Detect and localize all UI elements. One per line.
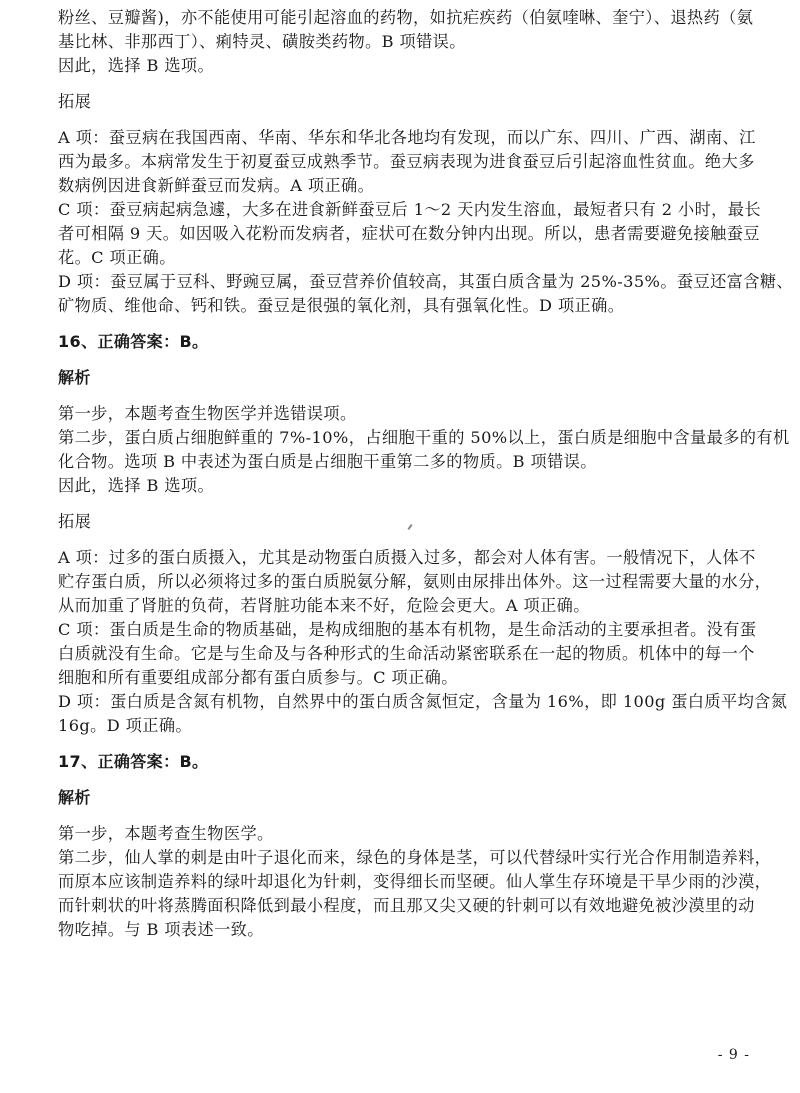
step-two-line: 而针刺状的叶将蒸腾面积降低到最小程度，而且那又尖又硬的针刺可以有效地避免被沙漠里的动 [58, 896, 755, 915]
option-d-line: D 项：蛋白质是含氮有机物，自然界中的蛋白质含氮恒定，含量为 16%，即 100g 蛋白质平均含氮 [58, 692, 788, 711]
step-two-line: 化合物。选项 B 中表述为蛋白质是占细胞干重第二多的物质。B 项错误。 [58, 452, 597, 471]
step-two-line: 而原本应该制造养料的绿叶却退化为针刺，变得细长而坚硬。仙人掌生存环境是干旱少雨的沙漠， [58, 872, 772, 891]
step-two-line: 第二步，蛋白质占细胞鲜重的 7%-10%，占细胞干重的 50%以上，蛋白质是细胞中含量最多的有机 [58, 428, 790, 447]
extend-heading: 拓展 [58, 512, 92, 531]
option-c-line: 细胞和所有重要组成部分都有蛋白质参与。C 项正确。 [58, 668, 458, 687]
extend-heading: 拓展 [58, 92, 92, 111]
option-c-line: 白质就没有生命。它是与生命及与各种形式的生命活动紧密联系在一起的物质。机体中的每一个 [58, 644, 755, 663]
option-a-line: A 项：蚕豆病在我国西南、华南、华东和华北各地均有发现，而以广东、四川、广西、湖南、江 [58, 128, 756, 147]
document-page [58, 6, 794, 942]
page-number: - 9 - [717, 1047, 750, 1063]
option-c-line: 者可相隔 9 天。如因吸入花粉而发病者，症状可在数分钟内出现。所以，患者需要避免接触蚕豆 [58, 224, 760, 243]
option-a-line: 从而加重了肾脏的负荷，若肾脏功能本来不好，危险会更大。A 项正确。 [58, 596, 590, 615]
step-one: 第一步，本题考查生物医学。 [58, 824, 274, 843]
conclusion: 因此，选择 B 选项。 [58, 56, 215, 75]
option-d-line: D 项：蚕豆属于豆科、野豌豆属，蚕豆营养价值较高，其蛋白质含量为 25%-35%。蚕豆还富含糖、 [58, 272, 794, 291]
option-c-line: 花。C 项正确。 [58, 248, 176, 267]
analysis-heading: 解析 [58, 788, 91, 807]
conclusion: 因此，选择 B 选项。 [58, 476, 215, 495]
step-two-line: 物吃掉。与 B 项表述一致。 [58, 920, 264, 939]
option-c-line: C 项：蚕豆病起病急遽，大多在进食新鲜蚕豆后 1～2 天内发生溶血，最短者只有 2 小时，最长 [58, 200, 761, 219]
text-line: 基比林、非那西丁）、痢特灵、磺胺类药物。B 项错误。 [58, 32, 466, 51]
analysis-heading: 解析 [58, 368, 91, 387]
option-c-line: C 项：蛋白质是生命的物质基础，是构成细胞的基本有机物，是生命活动的主要承担者。没有蛋 [58, 620, 757, 639]
step-two-line: 第二步，仙人掌的刺是由叶子退化而来，绿色的身体是茎，可以代替绿叶实行光合作用制造养料， [58, 848, 772, 867]
answer-heading: 17、正确答案：B。 [58, 752, 209, 771]
option-a-line: 西为最多。本病常发生于初夏蚕豆成熟季节。蚕豆病表现为进食蚕豆后引起溶血性贫血。绝大多 [58, 152, 755, 171]
option-d-line: 16g。D 项正确。 [58, 716, 193, 735]
option-d-line: 矿物质、维他命、钙和铁。蚕豆是很强的氧化剂，具有强氧化性。D 项正确。 [58, 296, 625, 315]
answer-heading: 16、正确答案：B。 [58, 332, 209, 351]
option-a-line: 贮存蛋白质，所以必须将过多的蛋白质脱氨分解，氨则由尿排出体外。这一过程需要大量的水分， [58, 572, 772, 591]
text-line: 粉丝、豆瓣酱)，亦不能使用可能引起溶血的药物，如抗疟疾药（伯氨喹啉、奎宁）、退热药（氨 [58, 8, 754, 27]
option-a-line: 数病例因进食新鲜蚕豆而发病。A 项正确。 [58, 176, 375, 195]
option-a-line: A 项：过多的蛋白质摄入，尤其是动物蛋白质摄入过多，都会对人体有害。一般情况下，人体不 [58, 548, 756, 567]
step-one: 第一步，本题考查生物医学并选错误项。 [58, 404, 357, 423]
